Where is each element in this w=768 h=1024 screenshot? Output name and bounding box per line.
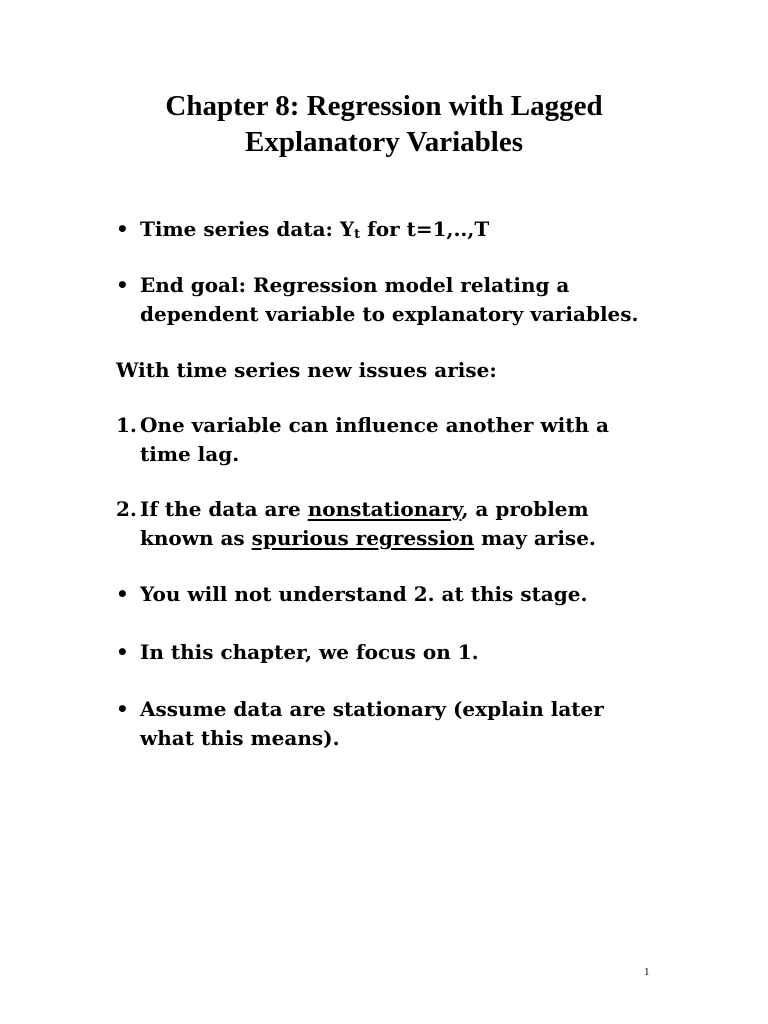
term-spurious-regression: spurious regression bbox=[251, 526, 475, 550]
number-marker: 2. bbox=[116, 497, 137, 521]
bullet-marker: • bbox=[116, 640, 129, 664]
bullet-marker: • bbox=[116, 582, 129, 606]
bullet-text bbox=[140, 215, 680, 249]
bullet-text bbox=[140, 638, 680, 667]
title-line-2: Explanatory Variables bbox=[245, 126, 523, 158]
bullet-text-line-1: In this chapter, we focus on 1. bbox=[140, 640, 479, 664]
numbered-text bbox=[140, 411, 680, 469]
number-marker: 1. bbox=[116, 413, 137, 437]
bullet-text-pre: Time series data: Y bbox=[140, 217, 355, 241]
numbered-text bbox=[140, 495, 680, 553]
numbered-2-line-2-post: may arise. bbox=[474, 526, 596, 550]
numbered-2-line-2-pre: known as bbox=[140, 526, 252, 550]
bullet-text-line-2: dependent variable to explanatory variables. bbox=[140, 302, 639, 326]
bullet-text-line-1: You will not understand 2. at this stage. bbox=[140, 582, 588, 606]
page-number: 1 bbox=[644, 966, 650, 978]
bullet-text-post: for t=1,..,T bbox=[360, 217, 490, 241]
bullet-text-line-1: Assume data are stationary (explain later bbox=[140, 697, 604, 721]
numbered-text-line-2: time lag. bbox=[140, 442, 240, 466]
bullet-text bbox=[140, 695, 680, 753]
intro-line: With time series new issues arise: bbox=[116, 358, 497, 382]
bullet-marker: • bbox=[116, 217, 129, 241]
page-title bbox=[0, 88, 768, 160]
bullet-marker: • bbox=[116, 697, 129, 721]
numbered-2-line-1-post: , a problem bbox=[461, 497, 589, 521]
numbered-2-line-1-pre: If the data are bbox=[140, 497, 308, 521]
bullet-marker: • bbox=[116, 273, 129, 297]
term-nonstationary: nonstationary bbox=[307, 497, 462, 521]
bullet-text-line-2: what this means). bbox=[140, 726, 340, 750]
subscript-t: t bbox=[354, 227, 361, 242]
bullet-text bbox=[140, 271, 680, 329]
bullet-text bbox=[140, 580, 680, 609]
title-line-1: Chapter 8: Regression with Lagged bbox=[165, 90, 603, 122]
numbered-text-line-1: One variable can influence another with a bbox=[140, 413, 609, 437]
bullet-text-line-1: End goal: Regression model relating a bbox=[140, 273, 570, 297]
